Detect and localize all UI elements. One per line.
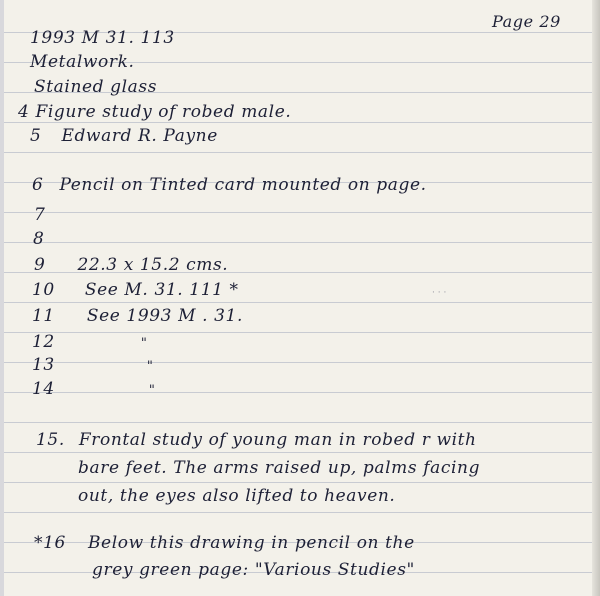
description-line: out, the eyes also lifted to heaven. (78, 486, 396, 506)
entry-number: 8 (33, 229, 45, 249)
footnote-line: Below this drawing in pencil on the (87, 533, 415, 553)
page-number: Page 29 (492, 12, 561, 31)
ditto-mark: " (140, 336, 147, 351)
entry-row (32, 379, 155, 399)
page-binding-edge (592, 0, 600, 596)
entry-row (32, 355, 153, 375)
entry-row (34, 205, 45, 225)
description-number: 15. (36, 430, 65, 450)
ditto-mark: " (146, 359, 153, 374)
entry-row (34, 255, 228, 275)
entry-text: See 1993 M . 31. (86, 306, 243, 326)
entry-text: Figure study of robed male. (35, 102, 292, 122)
entry-row (32, 332, 147, 352)
entry-row (18, 102, 291, 122)
entry-text: 22.3 x 15.2 cms. (77, 255, 229, 275)
pencil-smudge: · · · (432, 288, 447, 298)
entry-number: 14 (32, 379, 55, 399)
entry-text: Edward R. Payne (61, 126, 218, 146)
entry-number: 4 (18, 102, 30, 122)
entry-number: 6 (32, 175, 44, 195)
entry-row (30, 126, 218, 146)
entry-row (32, 175, 427, 195)
entry-text: Pencil on Tinted card mounted on page. (59, 175, 427, 195)
entry-number: 10 (32, 280, 55, 300)
entry-number: 12 (32, 332, 55, 352)
entry-text: See M. 31. 111 * (84, 280, 239, 300)
entry-number: 13 (32, 355, 55, 375)
footnote-number: *16 (34, 533, 66, 553)
footnote-row (34, 533, 415, 553)
entry-number: 9 (34, 255, 46, 275)
ditto-mark: " (148, 383, 155, 398)
footnote-line: grey green page: "Various Studies" (92, 560, 415, 580)
entry-row (32, 280, 239, 300)
page-margin-edge (0, 0, 4, 596)
entry-row (33, 229, 44, 249)
entry-number: 11 (32, 306, 55, 326)
accession-number: 1993 M 31. 113 (30, 28, 175, 48)
category-line: Metalwork. (30, 52, 135, 72)
entry-row (32, 306, 243, 326)
entry-number: 5 (30, 126, 42, 146)
description-line: bare feet. The arms raised up, palms facing (78, 458, 481, 478)
description-row (36, 430, 477, 450)
description-line: Frontal study of young man in robed r with (78, 430, 477, 450)
medium-category-line: Stained glass (34, 77, 158, 97)
entry-number: 7 (34, 205, 46, 225)
